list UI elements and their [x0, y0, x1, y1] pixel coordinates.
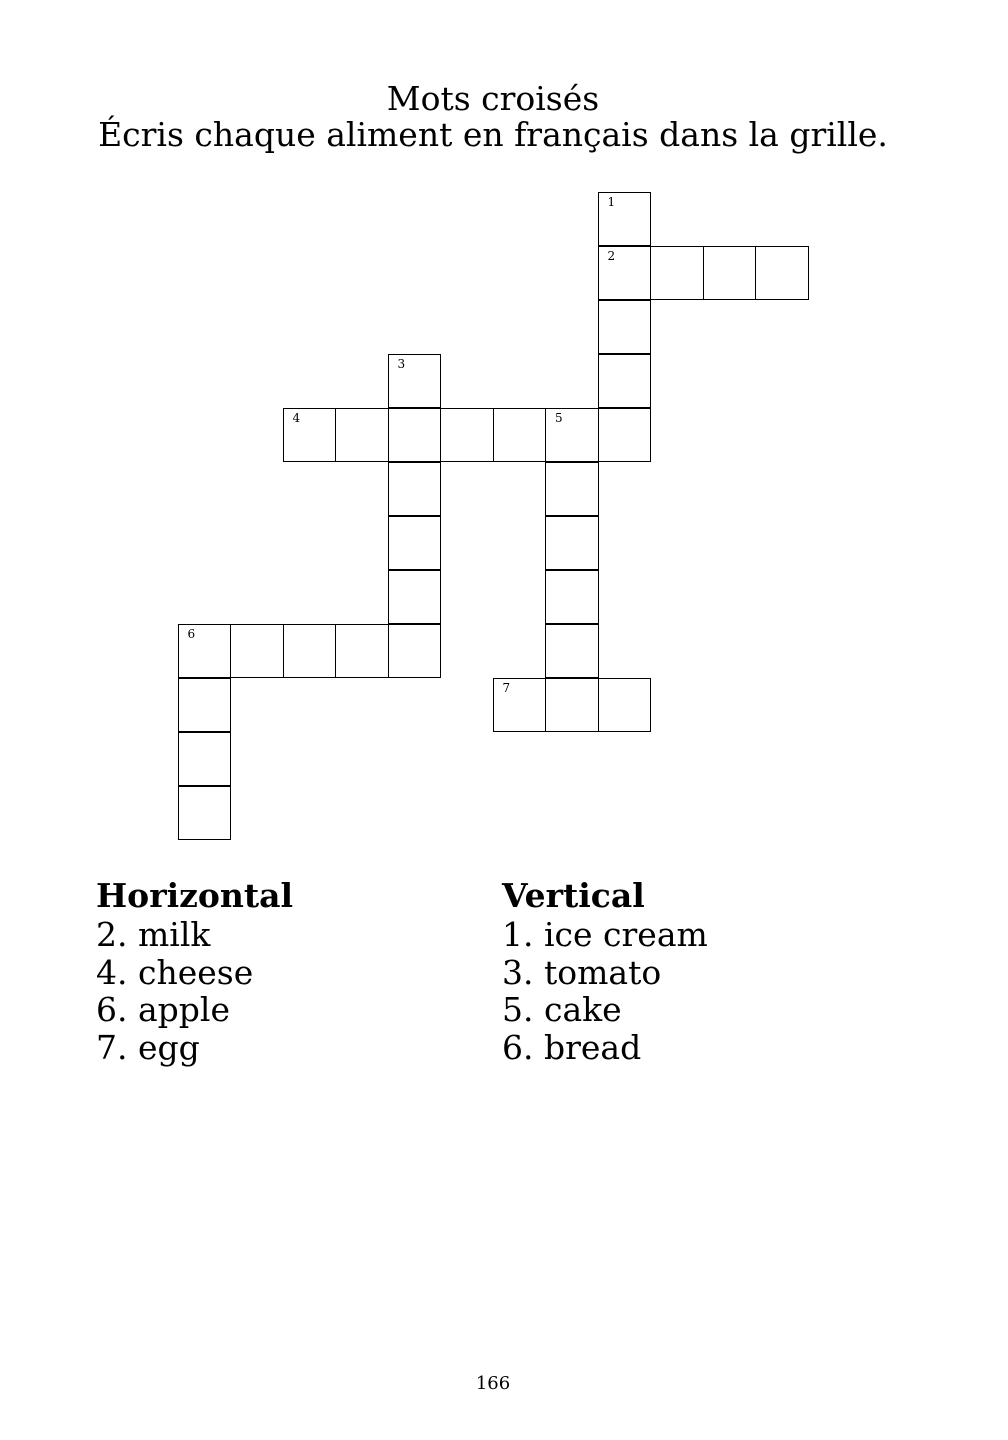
grid-cell[interactable] [388, 624, 442, 679]
clue-number: 7 [502, 680, 511, 695]
grid-cell[interactable] [178, 732, 232, 787]
grid-cell[interactable] [598, 354, 652, 409]
grid-cell[interactable] [493, 408, 547, 463]
grid-cell[interactable] [598, 246, 652, 301]
clue-vertical-item: 3. tomato [502, 952, 662, 992]
grid-cell[interactable] [545, 624, 599, 679]
grid-cell[interactable] [493, 678, 547, 733]
grid-cell[interactable] [545, 516, 599, 571]
clues-vertical-heading: Vertical [502, 876, 645, 915]
grid-cell[interactable] [388, 408, 442, 463]
grid-cell[interactable] [650, 246, 704, 301]
grid-cell[interactable] [545, 408, 599, 463]
grid-cell[interactable] [755, 246, 809, 301]
clue-number: 2 [607, 248, 616, 263]
clues-vertical [502, 876, 902, 1066]
grid-cell[interactable] [230, 624, 284, 679]
grid-cell[interactable] [598, 678, 652, 733]
page-number: 166 [475, 1373, 511, 1394]
clue-horizontal-item: 4. cheese [96, 952, 254, 992]
grid-cell[interactable] [545, 462, 599, 517]
grid-cell[interactable] [283, 408, 337, 463]
grid-cell[interactable] [598, 300, 652, 355]
clues-horizontal [96, 876, 496, 1066]
grid-cell[interactable] [335, 624, 389, 679]
grid-cell[interactable] [388, 354, 442, 409]
grid-cell[interactable] [388, 516, 442, 571]
clue-vertical-item: 1. ice cream [502, 915, 708, 954]
page-title: Mots croisés [386, 79, 600, 118]
clues-horizontal-heading: Horizontal [96, 876, 294, 915]
grid-cell[interactable] [545, 570, 599, 625]
grid-cell[interactable] [598, 408, 652, 463]
grid-cell[interactable] [598, 192, 652, 247]
grid-cell[interactable] [178, 786, 232, 841]
clue-number: 5 [555, 410, 563, 425]
clue-horizontal-item: 7. egg [96, 1027, 200, 1067]
clue-number: 1 [607, 194, 616, 209]
grid-cell[interactable] [178, 678, 232, 733]
clue-vertical-item: 6. bread [502, 1027, 642, 1067]
clue-number: 3 [397, 356, 406, 371]
grid-cell[interactable] [283, 624, 337, 679]
grid-cell[interactable] [703, 246, 757, 301]
grid-cell[interactable] [545, 678, 599, 733]
grid-cell[interactable] [335, 408, 389, 463]
clue-horizontal-item: 2. milk [96, 915, 211, 954]
clue-number: 4 [292, 410, 301, 425]
grid-cell[interactable] [388, 462, 442, 517]
clue-number: 6 [187, 626, 196, 641]
grid-cell[interactable] [388, 570, 442, 625]
grid-cell[interactable] [440, 408, 494, 463]
clue-horizontal-item: 6. apple [96, 990, 230, 1029]
grid-cell[interactable] [178, 624, 232, 679]
clue-vertical-item: 5. cake [502, 990, 622, 1029]
instruction-text: Écris chaque aliment en français dans la grille. [98, 115, 888, 154]
